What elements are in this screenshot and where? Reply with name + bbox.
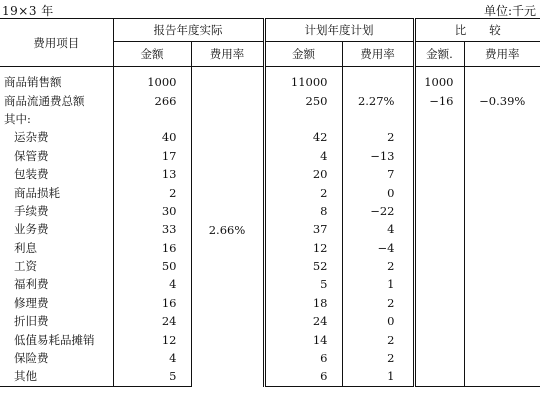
expense-item-name: 运杂费 (14, 130, 49, 145)
table-row (0, 312, 540, 330)
table-row (0, 330, 540, 348)
compare-rate-header: 费用率 (464, 42, 540, 67)
compare-amount-cell (414, 128, 464, 146)
plan-rate-cell: −13 (342, 147, 414, 165)
plan-rate-header: 费用率 (342, 42, 414, 67)
plan-amount-cell: 6 (264, 367, 342, 386)
table-row (0, 275, 540, 293)
report-amount-cell: 24 (113, 312, 191, 330)
expense-item-name: 手续费 (14, 203, 49, 218)
plan-rate-cell: 0 (342, 312, 414, 330)
report-amount-cell: 5 (113, 367, 191, 386)
compare-amount-cell (414, 275, 464, 293)
compare-amount-cell (414, 183, 464, 201)
compare-amount-cell (414, 294, 464, 312)
report-amount-cell: 2 (113, 183, 191, 201)
compare-amount-cell (414, 257, 464, 275)
plan-amount-cell: 37 (264, 220, 342, 238)
compare-amount-cell (414, 330, 464, 348)
report-amount-cell: 4 (113, 275, 191, 293)
table-row (0, 128, 540, 146)
compare-rate-cell (464, 183, 540, 201)
plan-rate-cell: 1 (342, 367, 414, 386)
compare-amount-cell (414, 220, 464, 238)
compare-rate-cell (464, 330, 540, 348)
expense-item-name: 低值易耗品摊销 (14, 332, 95, 347)
expense-item-name: 业务费 (14, 222, 49, 237)
plan-rate-cell: 2 (342, 330, 414, 348)
expense-item-name: 商品损耗 (14, 185, 60, 200)
report-rate-header: 费用率 (191, 42, 264, 67)
expense-item-name: 商品销售额 (4, 75, 62, 90)
compare-amount-cell (414, 110, 464, 128)
item-column-header: 费用项目 (0, 19, 113, 67)
table-row (0, 220, 540, 238)
plan-amount-header: 金额 (264, 42, 342, 67)
report-amount-cell: 40 (113, 128, 191, 146)
plan-amount-cell: 12 (264, 239, 342, 257)
plan-amount-cell: 5 (264, 275, 342, 293)
report-amount-cell: 16 (113, 239, 191, 257)
compare-rate-cell (464, 239, 540, 257)
compare-rate-cell: −0.39% (464, 91, 540, 109)
report-amount-cell: 266 (113, 91, 191, 109)
plan-rate-cell (342, 67, 414, 92)
expense-item-name: 其中: (4, 111, 31, 126)
compare-rate-cell (464, 367, 540, 386)
table-row (0, 257, 540, 275)
compare-rate-cell (464, 147, 540, 165)
compare-amount-cell: 1000 (414, 67, 464, 92)
expense-item-name: 修理费 (14, 295, 49, 310)
plan-rate-cell (342, 110, 414, 128)
compare-rate-cell (464, 110, 540, 128)
expense-item-name: 福利费 (14, 277, 49, 292)
report-amount-cell: 4 (113, 349, 191, 367)
compare-amount-cell (414, 202, 464, 220)
report-amount-header: 金额 (113, 42, 191, 67)
report-amount-cell: 13 (113, 165, 191, 183)
compare-amount-header: 金额. (414, 42, 464, 67)
report-amount-cell: 17 (113, 147, 191, 165)
plan-amount-cell: 20 (264, 165, 342, 183)
report-amount-cell: 33 (113, 220, 191, 238)
table-row (0, 165, 540, 183)
expense-table (0, 18, 540, 387)
compare-rate-cell (464, 202, 540, 220)
table-row (0, 349, 540, 367)
expense-item-name: 商品流通费总额 (4, 93, 85, 108)
plan-amount-cell (264, 110, 342, 128)
compare-amount-cell (414, 349, 464, 367)
plan-rate-cell: −4 (342, 239, 414, 257)
report-year-header: 报告年度实际 (113, 19, 264, 42)
plan-amount-cell: 24 (264, 312, 342, 330)
plan-amount-cell: 250 (264, 91, 342, 109)
plan-amount-cell: 4 (264, 147, 342, 165)
expense-item-name: 保险费 (14, 351, 49, 366)
plan-amount-cell: 42 (264, 128, 342, 146)
plan-rate-cell: 0 (342, 183, 414, 201)
year-label: 19×3 年 (2, 4, 54, 18)
compare-rate-cell (464, 312, 540, 330)
report-amount-cell (113, 110, 191, 128)
plan-amount-cell: 18 (264, 294, 342, 312)
table-row (0, 91, 540, 109)
compare-amount-cell (414, 239, 464, 257)
table-row (0, 110, 540, 128)
compare-rate-cell (464, 128, 540, 146)
compare-amount-cell (414, 147, 464, 165)
compare-amount-cell (414, 165, 464, 183)
expense-item-name: 利息 (14, 240, 37, 255)
plan-rate-cell: 2 (342, 128, 414, 146)
table-row (0, 183, 540, 201)
compare-rate-cell (464, 294, 540, 312)
expense-item-name: 保管费 (14, 148, 49, 163)
report-amount-cell: 12 (113, 330, 191, 348)
table-row (0, 294, 540, 312)
unit-label: 单位:千元 (483, 4, 536, 18)
table-row (0, 202, 540, 220)
expense-item-name: 包装费 (14, 167, 49, 182)
plan-amount-cell: 52 (264, 257, 342, 275)
compare-rate-cell (464, 67, 540, 92)
expense-item-name: 工资 (14, 259, 37, 274)
report-amount-cell: 16 (113, 294, 191, 312)
plan-rate-cell: 7 (342, 165, 414, 183)
table-row (0, 147, 540, 165)
report-amount-cell: 50 (113, 257, 191, 275)
compare-rate-cell (464, 349, 540, 367)
expense-item-name: 折旧费 (14, 314, 49, 329)
table-row (0, 367, 540, 386)
report-rate-cell: 2.66% (191, 67, 264, 387)
compare-header: 比 较 (414, 19, 540, 42)
compare-rate-cell (464, 257, 540, 275)
report-amount-cell: 1000 (113, 67, 191, 92)
plan-amount-cell: 8 (264, 202, 342, 220)
table-row (0, 67, 540, 92)
plan-rate-cell: 2 (342, 294, 414, 312)
expense-item-name: 其他 (0, 367, 113, 386)
plan-rate-cell: 1 (342, 275, 414, 293)
compare-amount-cell (414, 312, 464, 330)
report-amount-cell: 30 (113, 202, 191, 220)
plan-rate-cell: −22 (342, 202, 414, 220)
plan-amount-cell: 6 (264, 349, 342, 367)
plan-amount-cell: 2 (264, 183, 342, 201)
plan-amount-cell: 14 (264, 330, 342, 348)
plan-amount-cell: 11000 (264, 67, 342, 92)
compare-rate-cell (464, 275, 540, 293)
compare-amount-cell (414, 367, 464, 386)
compare-rate-cell (464, 165, 540, 183)
plan-rate-cell: 2 (342, 257, 414, 275)
plan-rate-cell: 2.27% (342, 91, 414, 109)
compare-rate-cell (464, 220, 540, 238)
plan-rate-cell: 4 (342, 220, 414, 238)
table-row (0, 239, 540, 257)
plan-year-header: 计划年度计划 (264, 19, 414, 42)
plan-rate-cell: 2 (342, 349, 414, 367)
compare-amount-cell: −16 (414, 91, 464, 109)
